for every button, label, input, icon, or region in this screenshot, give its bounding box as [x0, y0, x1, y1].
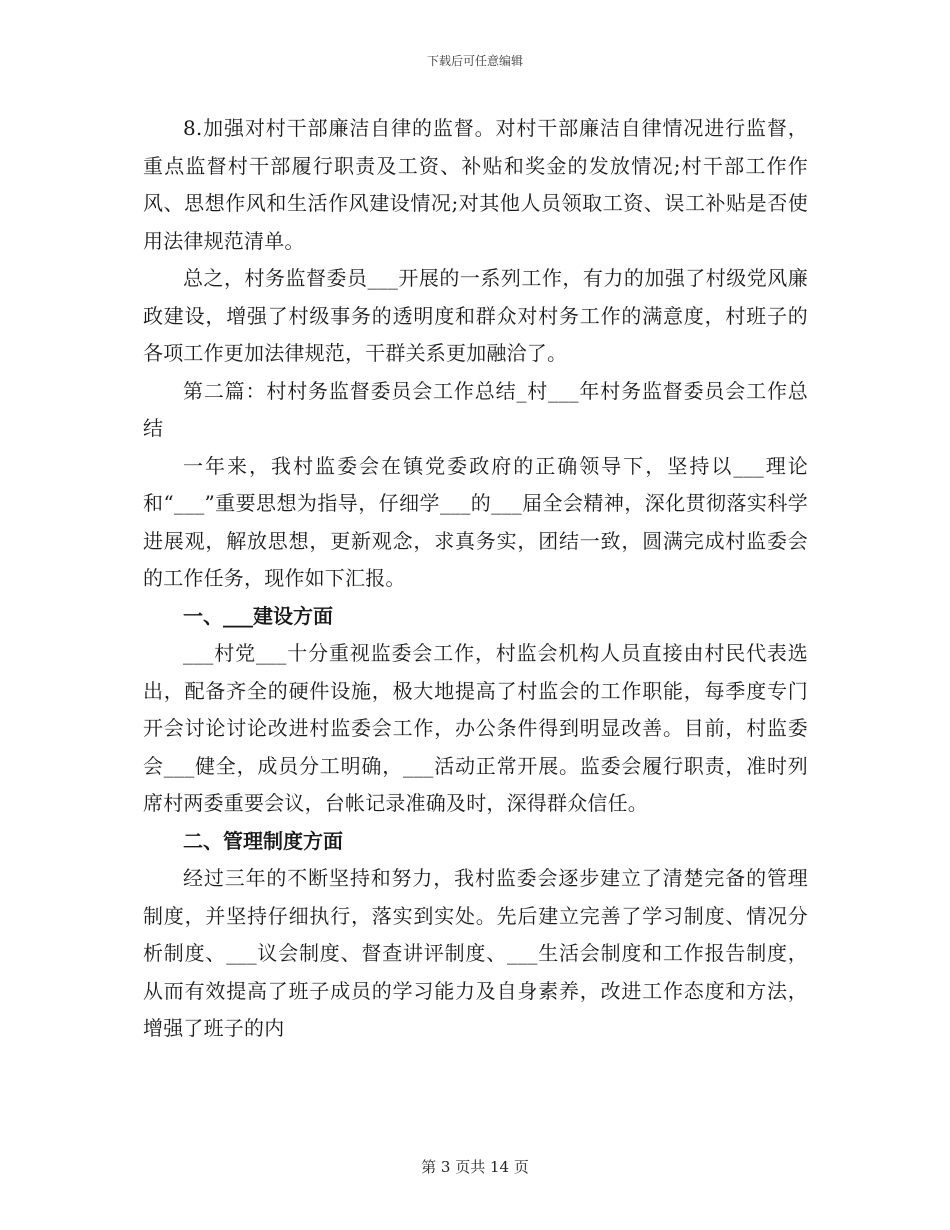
page-number-footer: 第 3 页共 14 页 — [421, 1158, 529, 1176]
paragraph-management: 经过三年的不断坚持和努力，我村监委会逐步建立了清楚完备的管理制度，并坚持仔细执行，落实到实处。先后建立完善了学习制度、情况分析制度、___议会制度、督查讲评制度、___生活会制度和工作报告制度，从而有效提高了班子成员的学习能力及自身素养，改进工作态度和方法，增强了班子的内 — [143, 866, 808, 1040]
page-header: 下载后可任意编辑 — [426, 54, 523, 68]
document-body — [143, 110, 808, 1048]
section-heading-construction: 一、___建设方面 — [183, 603, 333, 628]
paragraph-construction: ___村党___十分重视监委会工作，村监会机构人员直接由村民代表选出，配备齐全的硬件设施，极大地提高了村监会的工作职能，每季度专门开会讨论讨论改进村监委会工作，办公条件得到明显改善。目前，村监委会___健全，成员分工明确，___活动正常开展。监委会履行职责，准时列席村两委重要会议，台帐记录准确及时，深得群众信任。 — [143, 641, 808, 815]
paragraph-supervision-item-8: 8.加强对村干部廉洁自律的监督。对村干部廉洁自律情况进行监督，重点监督村干部履行职责及工资、补贴和奖金的发放情况;村干部工作作风、思想作风和生活作风建设情况;对其他人员领取工资、误工补贴是否使用法律规范清单。 — [143, 116, 808, 253]
paragraph-second-article-title: 第二篇：村村务监督委员会工作总结_村___年村务监督委员会工作总结 — [143, 378, 808, 440]
paragraph-introduction: 一年来，我村监委会在镇党委政府的正确领导下，坚持以___理论和“___”重要思想为指导，仔细学___的___届全会精神，深化贯彻落实科学进展观，解放思想，更新观念，求真务实，团结一致，圆满完成村监委会的工作任务，现作如下汇报。 — [143, 453, 808, 590]
paragraph-summary: 总之，村务监督委员___开展的一系列工作，有力的加强了村级党风廉政建设，增强了村级事务的透明度和群众对村务工作的满意度，村班子的各项工作更加法律规范，干群关系更加融洽了。 — [143, 266, 808, 365]
section-heading-management: 二、管理制度方面 — [183, 828, 343, 853]
